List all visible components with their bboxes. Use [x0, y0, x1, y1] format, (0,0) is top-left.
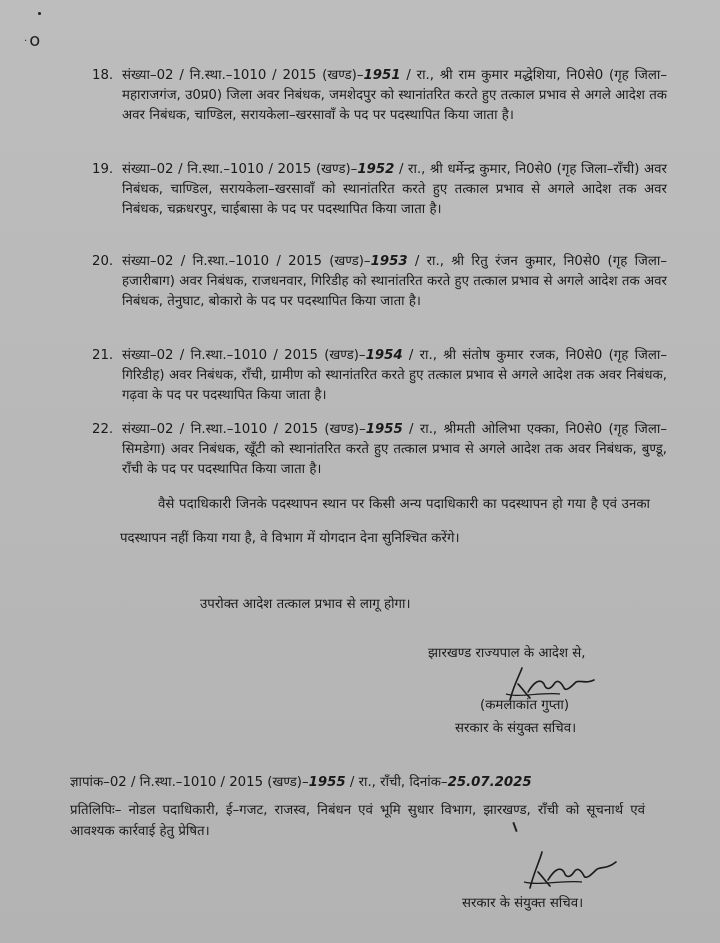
copy-to-paragraph: प्रतिलिपिः– नोडल पदाधिकारी, ई–गजट, राजस्व, निबंधन एवं भूमि सुधार विभाग, झारखण्ड, राँची को सूचनार्थ एवं आवश्यक कार्रवाई हेतु प्रेषित।	[70, 803, 645, 839]
item-ref-number: 1951	[363, 68, 401, 83]
item-body	[122, 420, 667, 480]
item-ref-number: 1952	[357, 162, 395, 177]
order-effective-line: उपरोक्त आदेश तत्काल प्रभाव से लागू होगा।	[200, 597, 411, 612]
memo-middle: / रा., राँची, दिनांक–	[345, 775, 448, 790]
item-number: 20.	[92, 254, 114, 269]
item-ref-prefix: संख्या–02 / नि.स्था.–1010 / 2015 (खण्ड)–	[122, 422, 366, 437]
order-item-21	[92, 346, 667, 406]
item-number: 19.	[92, 162, 114, 177]
order-item-22	[92, 420, 667, 480]
page-mark: · ο	[24, 30, 41, 51]
item-body	[122, 160, 667, 220]
item-text: / रा., श्री धर्मेन्द्र कुमार, नि0से0 (गृह जिला–राँची) अवर निबंधक, चाण्डिल, सरायकेला–खरसावाँ को स्थानांतरित करते हुए तत्काल प्रभाव से अगले आदेश तक अवर निबंधक, चक्रधरपुर, चाईबासा के पद पर पदस्थापित किया जाता है।	[122, 162, 667, 217]
item-body	[122, 252, 667, 312]
item-ref-number: 1955	[365, 422, 403, 437]
item-ref-prefix: संख्या–02 / नि.स्था.–1010 / 2015 (खण्ड)–	[122, 162, 358, 177]
item-body	[122, 66, 667, 126]
item-number: 21.	[92, 348, 114, 363]
signer-title-copy: सरकार के संयुक्त सचिव।	[462, 896, 584, 911]
memo-prefix: ज्ञापांक–02 / नि.स्था.–1010 / 2015 (खण्ड)–	[70, 775, 309, 790]
signature-2	[518, 848, 622, 896]
item-ref-prefix: संख्या–02 / नि.स्था.–1010 / 2015 (खण्ड)–	[122, 68, 364, 83]
item-number: 22.	[92, 422, 114, 437]
order-item-19	[92, 160, 667, 220]
signer-name: (कमलाकांत गुप्ता)	[480, 698, 570, 713]
order-item-20	[92, 252, 667, 312]
item-ref-number: 1953	[370, 254, 408, 269]
item-number: 18.	[92, 68, 114, 83]
memo-date: 25.07.2025	[447, 775, 532, 790]
signer-title: सरकार के संयुक्त सचिव।	[455, 721, 577, 736]
note-paragraph	[120, 488, 650, 556]
by-order-line: झारखण्ड राज्यपाल के आदेश से,	[428, 646, 586, 661]
item-ref-prefix: संख्या–02 / नि.स्था.–1010 / 2015 (खण्ड)–	[122, 254, 371, 269]
memo-ref-number: 1955	[308, 775, 346, 790]
order-item-18	[92, 66, 667, 126]
note-text: वैसे पदाधिकारी जिनके पदस्थापन स्थान पर किसी अन्य पदाधिकारी का पदस्थापन हो गया है एवं उनका पदस्थापन नहीं किया गया है, वे विभाग में योगदान देना सुनिश्चित करेंगे।	[120, 497, 650, 546]
item-body	[122, 346, 667, 406]
ink-dot	[38, 12, 41, 15]
item-text: / रा., श्री रितु रंजन कुमार, नि0से0 (गृह जिला–हजारीबाग) अवर निबंधक, राजधनवार, गिरिडीह को स्थानांतरित करते हुए तत्काल प्रभाव से अगले आदेश तक अवर निबंधक, तेनुघाट, बोकारो के पद पर पदस्थापित किया जाता है।	[122, 254, 667, 309]
item-text: / रा., श्रीमती ओलिभा एक्का, नि0से0 (गृह जिला–सिमडेगा) अवर निबंधक, खूँटी को स्थानांतरित करते हुए तत्काल प्रभाव से अगले आदेश तक अवर निबंधक, बुण्डू, राँची के पद पर पदस्थापित किया जाता है।	[122, 422, 667, 477]
item-text: / रा., श्री संतोष कुमार रजक, नि0से0 (गृह जिला–गिरिडीह) अवर निबंधक, राँची, ग्रामीण को स्थानांतरित करते हुए तत्काल प्रभाव से अगले आदेश तक अवर निबंधक, गढ़वा के पद पर पदस्थापित किया जाता है।	[122, 348, 667, 403]
item-text: / रा., श्री राम कुमार मद्धेशिया, नि0से0 (गृह जिला–महाराजगंज, उ0प्र0) जिला अवर निबंधक, जमशेदपुर को स्थानांतरित करते हुए तत्काल प्रभाव से अगले आदेश तक अवर निबंधक, चाण्डिल, सरायकेला–खरसावाँ के पद पर पदस्थापित किया जाता है।	[122, 68, 668, 123]
item-ref-prefix: संख्या–02 / नि.स्था.–1010 / 2015 (खण्ड)–	[122, 348, 366, 363]
item-ref-number: 1954	[365, 348, 403, 363]
memo-line	[70, 772, 532, 790]
